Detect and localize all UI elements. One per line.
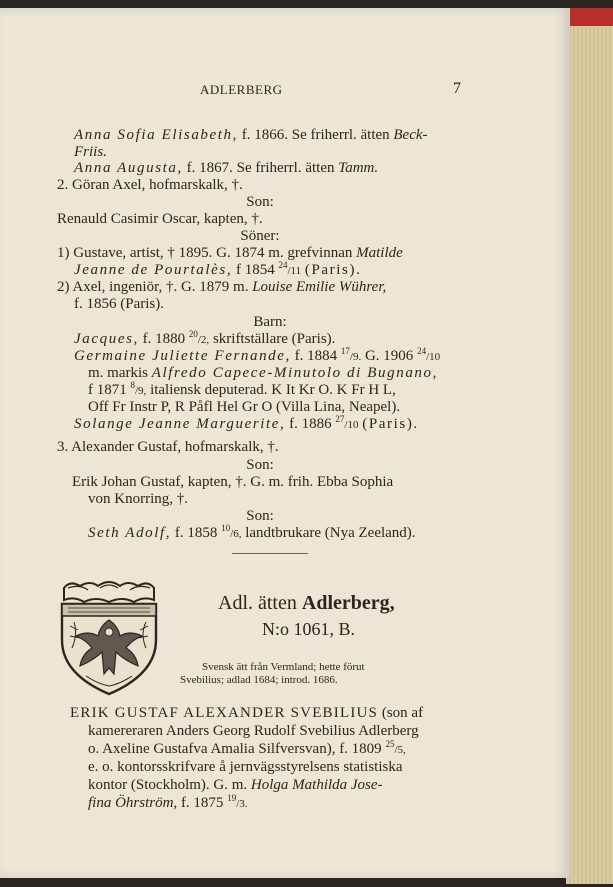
book-page [0,8,570,878]
entry-line: fina Öhrström, f. 1875 $^{19}$/3. [88,793,248,811]
entry-line: 2) Axel, ingeniör, †. G. 1879 m. Louise Emilie Wührer, [57,279,387,295]
entry-line: Anna Augusta, f. 1867. Se friherrl. ätten Tamm. [74,160,379,176]
entry-line: von Knorring, †. [88,491,188,507]
entry-line: Solange Jeanne Marguerite, f. 1886 $^{27}$/10 (Paris). [74,414,419,432]
entry-line: Erik Johan Gustaf, kapten, †. G. m. frih. Ebba Sophia [72,474,394,490]
section-note: Svebilius; adlad 1684; introd. 1686. [180,674,338,686]
entry-line: e. o. kontorsskrifvare å jernvägsstyrelsens statistiska [88,759,403,775]
heading-soner: Söner: [240,228,280,244]
entry-line: Germaine Juliette Fernande, f. 1884 $^{17}$/9. G. 1906 $^{24}$/10 [74,346,441,364]
heading-son: Son: [246,457,274,473]
entry-line: f. 1856 (Paris). [74,296,164,312]
entry-line: kamereraren Anders Georg Rudolf Svebilius Adlerberg [88,723,419,739]
heading-barn: Barn: [253,314,287,330]
entry-line: f 1871 $^8$/9, italiensk deputerad. K It Kr O. K Fr H L, [88,380,396,398]
section-note: Svensk ätt från Vermland; hette förut [202,661,365,673]
coat-of-arms-icon [58,578,160,698]
entry-line: 2. Göran Axel, hofmarskalk, †. [57,177,243,193]
entry-line: Jacques, f. 1880 $^{20}$/2, skriftställare (Paris). [74,329,336,347]
entry-line: m. markis Alfredo Capece-Minutolo di Bugnano, [88,365,438,381]
entry-line: Seth Adolf, f. 1858 $^{10}$/6, landtbrukare (Nya Zeeland). [88,523,416,541]
section-number: N:o 1061, B. [262,619,356,639]
heading-son: Son: [246,194,274,210]
entry-line: kontor (Stockholm). G. m. Holga Mathilda Jose- [88,777,383,793]
page-edges [566,26,613,884]
entry-line: Jeanne de Pourtalès, f 1854 $^{24}$/11 (Paris). [74,260,362,278]
entry-line: o. Axeline Gustafva Amalia Silfversvan), f. 1809 $^{25}$/5, [88,739,406,757]
entry-line: Anna Sofia Elisabeth, f. 1866. Se friherrl. ätten Beck- [74,127,428,143]
running-header: ADLERBERG [200,82,283,97]
entry-line: Friis. [74,144,107,160]
entry-line: 3. Alexander Gustaf, hofmarskalk, †. [57,439,279,455]
page-number: 7 [453,80,461,97]
entry-line: Renauld Casimir Oscar, kapten, †. [57,211,263,227]
entry-line: 1) Gustave, artist, † 1895. G. 1874 m. grefvinnan Matilde [57,245,403,261]
section-divider [232,553,308,554]
heading-son: Son: [246,508,274,524]
entry-line: ERIK GUSTAF ALEXANDER SVEBILIUS (son af [70,705,424,721]
entry-line: Off Fr Instr P, R Påfl Hel Gr O (Villa Lina, Neapel). [88,399,401,415]
section-title: Adl. ätten Adlerberg, [218,592,395,614]
